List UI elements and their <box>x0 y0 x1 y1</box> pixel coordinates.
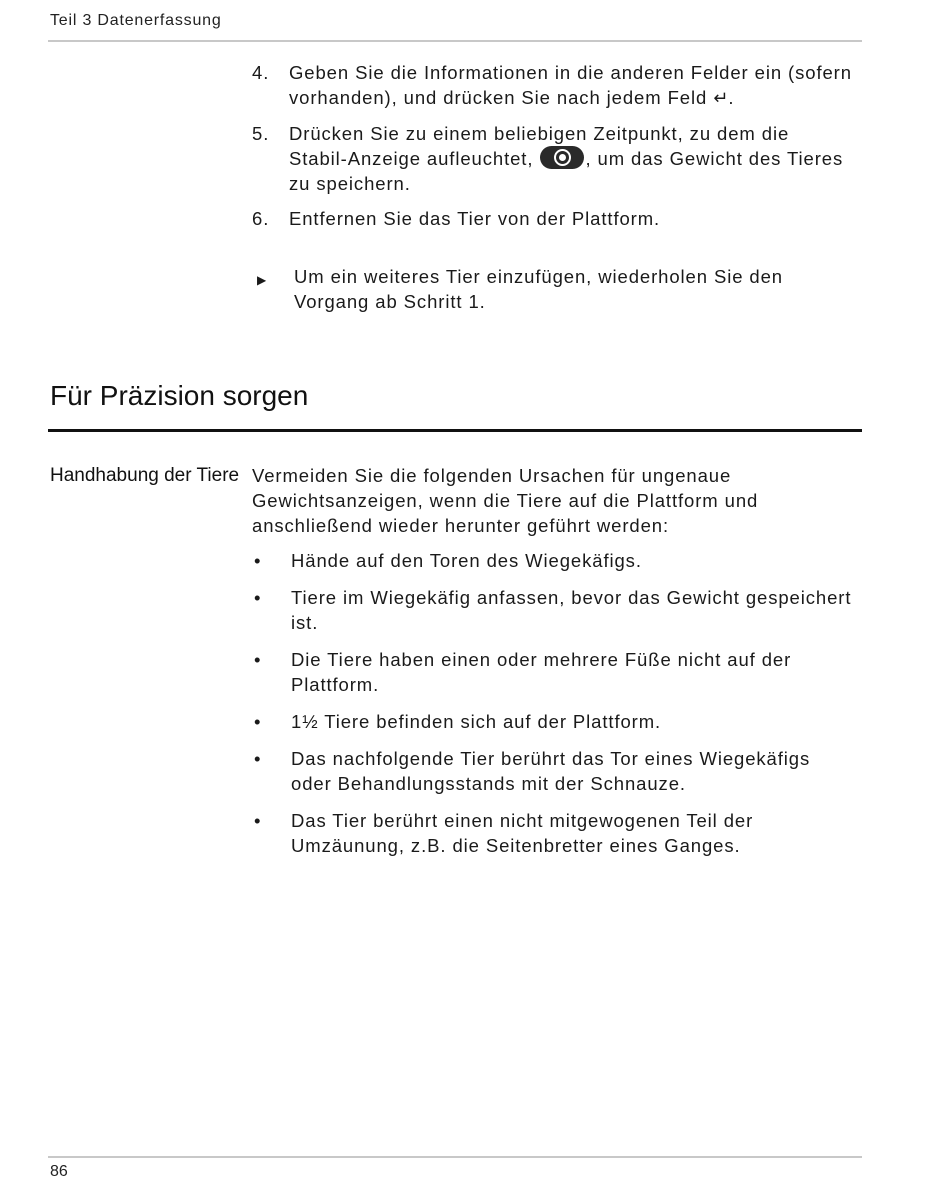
bullet-list <box>252 548 852 870</box>
list-item <box>252 647 852 697</box>
list-item-text: 1½ Tiere befinden sich auf der Plattform. <box>291 711 662 732</box>
list-item-text: Hände auf den Toren des Wiegekäfigs. <box>291 550 642 571</box>
step-number: 4. <box>252 62 270 83</box>
step-text-part: Drücken Sie zu einem beliebigen Zeitpunkt, zu dem die Stabil-Anzeige aufleuchtet, <box>289 123 790 169</box>
bullet-icon: • <box>254 810 262 831</box>
list-item <box>252 808 852 858</box>
header-title: Teil 3 Datenerfassung <box>50 12 222 29</box>
bullet-icon: • <box>254 587 262 608</box>
intro-paragraph: Vermeiden Sie die folgenden Ursachen für ungenaue Gewichtsanzeigen, wenn die Tiere auf die Plattform und anschließend wieder herunter geführt werden: <box>252 465 759 536</box>
step-number: 5. <box>252 123 270 144</box>
step-text-part: Geben Sie die Informationen in die anderen Felder ein (sofern vorhanden), und drücken Sie nach jedem Feld <box>289 62 852 108</box>
side-heading: Handhabung der Tiere <box>50 465 240 486</box>
section-divider <box>48 429 862 432</box>
page-number: 86 <box>50 1163 68 1180</box>
triangle-right-icon: ▶ <box>257 273 268 287</box>
bullet-icon: • <box>254 550 262 571</box>
bullet-icon: • <box>254 711 262 732</box>
step-number: 6. <box>252 208 270 229</box>
enter-key-icon: ↵ <box>713 88 729 108</box>
step-text-part: , um das Gewicht des Tieres zu speichern. <box>289 148 844 194</box>
tip-text: Um ein weiteres Tier einzufügen, wiederholen Sie den Vorgang ab Schritt 1. <box>294 266 783 312</box>
step-item <box>252 60 852 111</box>
section-title: Für Präzision sorgen <box>50 380 309 411</box>
step-text <box>289 60 852 111</box>
step-item <box>252 121 852 196</box>
list-item <box>252 746 852 796</box>
steps-list <box>252 60 852 241</box>
step-item <box>252 206 852 231</box>
list-item <box>252 709 852 734</box>
tip-note <box>252 264 852 314</box>
bullet-icon: • <box>254 649 262 670</box>
list-item-text: Tiere im Wiegekäfig anfassen, bevor das Gewicht gespeichert ist. <box>291 587 852 633</box>
list-item-text: Das Tier berührt einen nicht mitgewogenen Teil der Umzäunung, z.B. die Seitenbretter eines Ganges. <box>291 810 754 856</box>
list-item <box>252 548 852 573</box>
header-divider <box>48 40 862 42</box>
bullet-icon: • <box>254 748 262 769</box>
stabil-button-icon <box>540 146 584 169</box>
list-item-text: Das nachfolgende Tier berührt das Tor eines Wiegekäfigs oder Behandlungsstands mit der Schnauze. <box>291 748 811 794</box>
list-item <box>252 585 852 635</box>
step-text <box>289 121 852 196</box>
step-text-part: . <box>728 87 735 108</box>
list-item-text: Die Tiere haben einen oder mehrere Füße nicht auf der Plattform. <box>291 649 792 695</box>
footer-divider <box>48 1156 862 1158</box>
step-text: Entfernen Sie das Tier von der Plattform. <box>289 208 661 229</box>
